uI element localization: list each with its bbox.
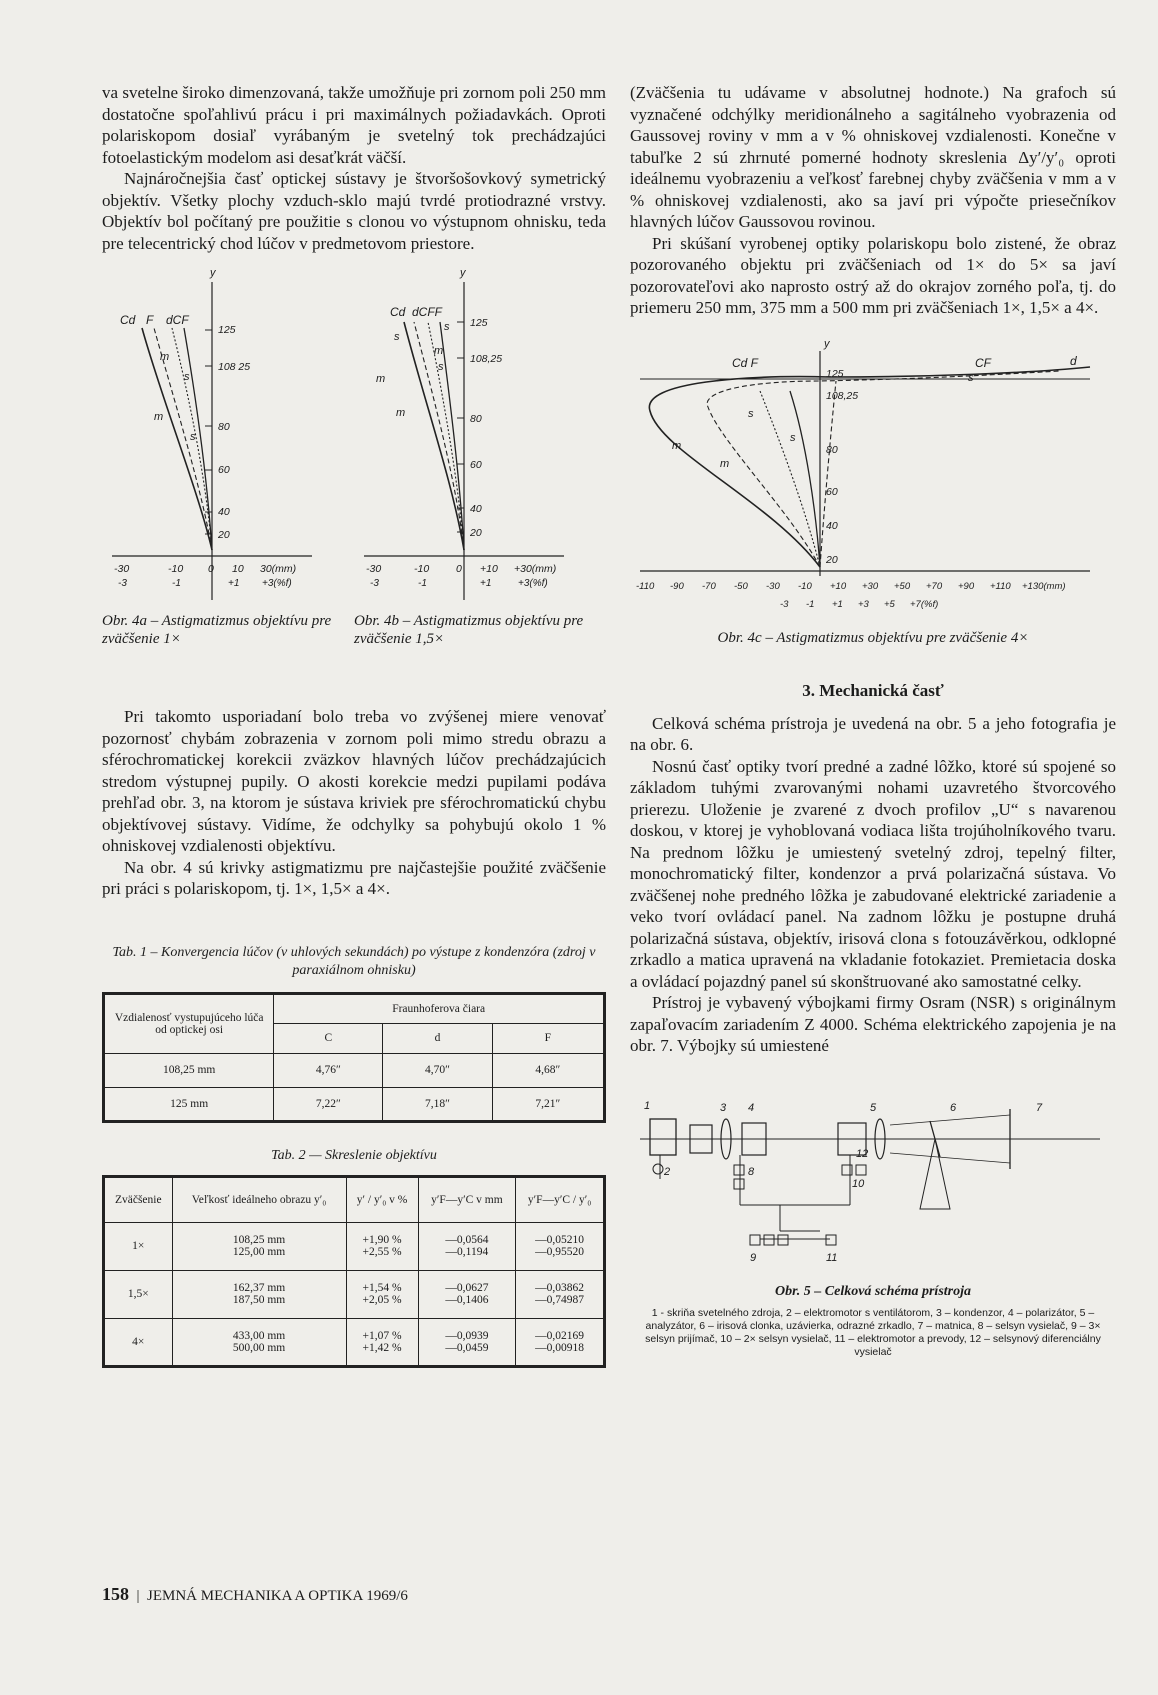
curve-label: m [720,457,730,470]
table-cell: 4,68″ [492,1053,604,1087]
table-cell: —0,0564 —0,1194 [418,1222,516,1270]
figure-4c [630,331,1116,627]
y-tick: 80 [826,443,838,456]
table-cell: 7,21″ [492,1087,604,1121]
axis-label-y: y [210,267,216,279]
x-tick: -30 [366,563,382,575]
x-tick: +70 [926,580,943,592]
curve-label: s [790,431,796,444]
x-tick-pct: +3(%f) [518,578,548,589]
table-header: d [383,1024,492,1053]
part-number: 10 [852,1177,865,1190]
curve-label: F [146,313,154,327]
table-header: Vzdialenosť vystupujúceho lúča od optickej osi [104,993,274,1053]
curve-label: s [394,331,400,343]
y-tick: 108 25 [218,361,251,373]
y-tick: 125 [826,367,844,380]
part-number: 4 [748,1101,755,1114]
curve-label: CF [975,355,991,370]
table-header: y′ / y′₀ v % [346,1176,418,1222]
y-tick: 40 [470,503,482,515]
table-1 [102,992,606,1123]
table-cell: 108,25 mm 125,00 mm [172,1222,346,1270]
x-tick: +30(mm) [514,563,557,575]
x-tick-pct: -1 [806,598,815,610]
figure-4c-caption: Obr. 4c – Astigmatizmus objektívu pre zväčšenie 4× [717,629,1029,646]
x-tick-pct: +7(%f) [910,598,939,610]
y-tick: 20 [218,529,230,541]
paragraph: va svetelne široko dimenzovaná, takže umožňuje pri zornom poli 250 mm dostatočne spoľahlivú prácu i pri maximálnych požiadavkách. Oproti polariskopom dosiaľ vyrábaným je svetelný tok prechádzajúci fotoelastickým modelom asi desaťkrát väčší. [102,83,606,167]
figure-4b-caption: Obr. 4b – Astigmatizmus objektívu pre zväčšenie 1,5× [354,613,584,647]
part-number: 3 [720,1101,727,1114]
paragraph: Pri takomto usporiadaní bolo treba vo zvýšenej miere venovať pozornosť chybám zobrazenia v zornom poli mimo stredu obrazu a sférochromatickej korekcii zväzkov hlavných lúčov prechádzajúcich stredom výstupnej pupily. O akosti korekcie medzi pupilami podáva prehľad obr. 3, na ktorom je sústava kriviek pre sférochromatickú chybu objektívovej sústavy. Vidíme, že odchylky sa pohybujú okolo 1 % ohniskovej vzdialenosti objektívu. [102,707,606,855]
table-cell: +1,07 % +1,42 % [346,1318,418,1366]
table-header: C [274,1024,383,1053]
part-number: 12 [856,1147,869,1160]
table-cell: 125 mm [104,1087,274,1121]
x-tick: +10 [830,580,847,592]
y-tick: 125 [218,324,236,336]
left-column [102,82,606,1368]
y-tick: 125 [470,317,488,329]
x-tick: -70 [702,580,716,592]
curve-label: s [444,321,450,333]
table-cell: 108,25 mm [104,1053,274,1087]
x-tick-pct: -1 [172,578,181,589]
axis-label-y: y [824,337,830,350]
paragraph: Na obr. 4 sú krivky astigmatizmu pre najčastejšie použité zväčšenie pri práci s polariskopom, tj. 1×, 1,5× a 4×. [102,857,606,898]
curve-label: m [396,407,406,419]
curve-label: Cd [390,305,406,319]
curve-label: dCF [166,313,189,327]
curve-label: Cd F [732,355,759,370]
part-number: 1 [644,1099,651,1112]
part-number: 5 [870,1101,877,1114]
x-tick: -10 [798,580,812,592]
table-cell: —0,0627 —0,1406 [418,1270,516,1318]
curve-label: s [184,371,190,383]
table-row [104,1318,605,1366]
x-tick: +30 [862,580,879,592]
x-tick: 0 [208,563,214,575]
x-tick-pct: +1 [832,598,843,610]
y-tick: 80 [470,413,482,425]
y-tick: 60 [218,464,230,476]
y-tick: 108,25 [826,389,859,402]
x-tick: 30(mm) [260,563,297,575]
y-tick: 80 [218,421,230,433]
x-tick: +130(mm) [1022,580,1066,592]
part-number: 9 [750,1251,757,1264]
y-tick: 40 [826,519,838,532]
table-2-caption: Tab. 2 — Skreslenie objektívu [271,1147,437,1163]
table-cell: +1,54 % +2,05 % [346,1270,418,1318]
curve-label: s [968,371,974,384]
table-cell: —0,02169 —0,00918 [516,1318,605,1366]
table-cell: —0,05210 —0,95520 [516,1222,605,1270]
curve-label: m [672,439,682,452]
x-tick: +90 [958,580,975,592]
table-header: y′F—y′C / y′₀ [516,1176,605,1222]
paragraph: Prístroj je vybavený výbojkami firmy Osram (NSR) s originálnym zapaľovacím zariadením Z 4000. Schéma elektrického zapojenia je na obr. 7. Výbojky sú umiestené [630,993,1116,1055]
curve-label: m [154,411,164,423]
table-row [104,1270,605,1318]
figure-5-caption: Obr. 5 – Celková schéma prístroja [774,1283,971,1299]
table-row [104,1053,605,1087]
curve-label: s [748,407,754,420]
table-row [104,1222,605,1270]
y-tick: 40 [218,506,230,518]
figure-5-legend: 1 - skriňa svetelného zdroja, 2 – elektromotor s ventilátorom, 3 – kondenzor, 4 – polarizátor, 5 – analyzátor, 6 – irisová clonka, uzávierka, odrazné zrkadlo, 7 – matnica, 8 – selsyn vysielač, 9 – 3× selsyn prijímač, 10 – 2× selsyn vysielač, 11 – elektromotor a prevody, 12 – selsynový diferenciálny vysielač [645,1306,1101,1358]
table-row [104,1087,605,1121]
x-tick-pct: +1 [480,578,492,589]
x-tick: -10 [168,563,184,575]
table-cell: 7,22″ [274,1087,383,1121]
curve-label: d [1070,353,1077,368]
section-heading: 3. Mechanická časť [802,680,944,700]
x-tick-pct: +3(%f) [262,578,292,589]
table-header: Zväčšenie [104,1176,173,1222]
part-number: 2 [664,1165,671,1178]
right-column [630,82,1116,1359]
x-tick-pct: +1 [228,578,240,589]
axis-label-y: y [460,267,466,279]
x-tick-pct: +3 [858,598,869,610]
curve-label: m [434,345,444,357]
y-tick: 60 [826,485,838,498]
paragraph: Pri skúšaní vyrobenej optiky polariskopu bolo zistené, že obraz pozorovaného objektu pri zväčšeniach od 1× do 5× sa javí pozorovateľovi ako naprosto ostrý až do okrajov zorného poľa, tj. do priemeru 250 mm, 375 mm a 500 mm pri zväčšeniach 1×, 1,5× a 4×. [630,233,1116,317]
y-tick: 60 [470,459,482,471]
table-cell: —0,0939 —0,0459 [418,1318,516,1366]
x-tick: -50 [734,580,748,592]
x-tick: -110 [636,580,655,592]
x-tick: -10 [414,563,430,575]
x-tick: -90 [670,580,684,592]
x-tick-pct: -1 [418,578,427,589]
paragraph: Najnáročnejšia časť optickej sústavy je štvoršošovkový symetrický objektív. Všetky plochy vzduch-sklo majú tvrdé protiodrazné vrstvy. Objektív bol počítaný pre použitie s clonou vo výstupnom ohnisku, teda pre telecentrický chod lúčov v predmetovom priestore. [102,169,606,253]
table-cell: 7,18″ [383,1087,492,1121]
curve-label: s [438,361,444,373]
x-tick: +50 [894,580,911,592]
table-header: Veľkosť ideálneho obrazu y′₀ [172,1176,346,1222]
x-tick: +10 [480,563,498,575]
paragraph: Nosnú časť optiky tvorí predné a zadné lôžko, ktoré sú spojené so základom tuhými zvarovanými nohami uzavretého štvorcového prierezu. Uloženie je zvarené z dvoch profilov „U“ s navarenou doskou, v ktorej je vyhoblovaná vodiaca lišta trojúholníkového tvaru. Na prednom lôžku je umiestený svetelný zdroj, tepelný filter, monochromatický filter, kondenzor a prvá polarizačná sústava. Vo zväčšenej nohe predného lôžka je zabudované elektrické zariadenie a veko tvorí ovládací panel. Na zadnom lôžku je postupne druhá polarizačná sústava, objektív, irisová clona s fotouzávěrkou, odklopné zrkadlo a matica upravená na vkladanie fotokaziet. Premietacia doska a ovládací pojazdný panel sú skonštruované ako samostatné celky. [630,756,1116,991]
curve-label: m [376,373,386,385]
x-tick: -30 [766,580,780,592]
table-1-caption: Tab. 1 – Konvergencia lúčov (v uhlových sekundách) po výstupe z kondenzóra (zdroj v paraxiálnom ohnisku) [112,944,596,978]
x-tick: 0 [456,563,462,575]
journal-name: JEMNÁ MECHANIKA A OPTIKA 1969/6 [147,1588,408,1604]
table-cell: 1,5× [104,1270,173,1318]
table-cell: 433,00 mm 500,00 mm [172,1318,346,1366]
curve-label: dCFF [412,305,442,319]
x-tick-pct: -3 [118,578,127,589]
y-tick: 20 [826,553,838,566]
paragraph: Celková schéma prístroja je uvedená na obr. 5 a jeho fotografia je na obr. 6. [630,713,1116,754]
part-number: 6 [950,1101,957,1114]
footer-divider: | [132,1588,148,1604]
page-number: 158 [102,1584,129,1604]
figure-4a-caption: Obr. 4a – Astigmatizmus objektívu pre zväčšenie 1× [102,613,332,647]
table-cell: 4,76″ [274,1053,383,1087]
page-footer [102,1584,408,1605]
part-number: 8 [748,1165,755,1178]
x-tick: +110 [990,580,1011,592]
y-tick: 108,25 [470,353,503,365]
table-cell: +1,90 % +2,55 % [346,1222,418,1270]
table-header: y′F—y′C v mm [418,1176,516,1222]
x-tick: 10 [232,563,244,575]
paragraph: (Zväčšenia tu udávame v absolutnej hodnote.) Na grafoch sú vyznačené odchýlky meridionálneho a sagitálneho vyobrazenia od Gaussovej roviny v mm a v % ohniskovej vzdialenosti. Konečne v tabuľke 2 sú zhrnuté pomerné hodnoty skreslenia Δy′/y′₀ oproti ideálnemu vyobrazeniu a veľkosť farebnej chyby zväčšenia v mm a v % ohniskovej vzdialenosti, ako sa javí pri výpočte priesečníkov hlavných lúčov Gaussovou rovinou. [630,83,1116,231]
table-cell: 4,70″ [383,1053,492,1087]
table-cell: —0,03862 —0,74987 [516,1270,605,1318]
curve-label: m [160,351,170,363]
table-2 [102,1175,606,1368]
table-header: Fraunhoferova čiara [274,993,605,1024]
x-tick-pct: -3 [370,578,379,589]
table-cell: 4× [104,1318,173,1366]
table-cell: 1× [104,1222,173,1270]
curve-label: s [190,431,196,443]
y-tick: 20 [470,527,482,539]
x-tick-pct: +5 [884,598,895,610]
curve-label: Cd [120,313,136,327]
table-cell: 162,37 mm 187,50 mm [172,1270,346,1318]
part-number: 7 [1036,1101,1043,1114]
table-header: F [492,1024,604,1053]
figure-4-row [102,260,606,680]
x-tick: -30 [114,563,130,575]
part-number: 11 [826,1251,838,1264]
figure-5 [630,1079,1116,1279]
x-tick-pct: -3 [780,598,789,610]
